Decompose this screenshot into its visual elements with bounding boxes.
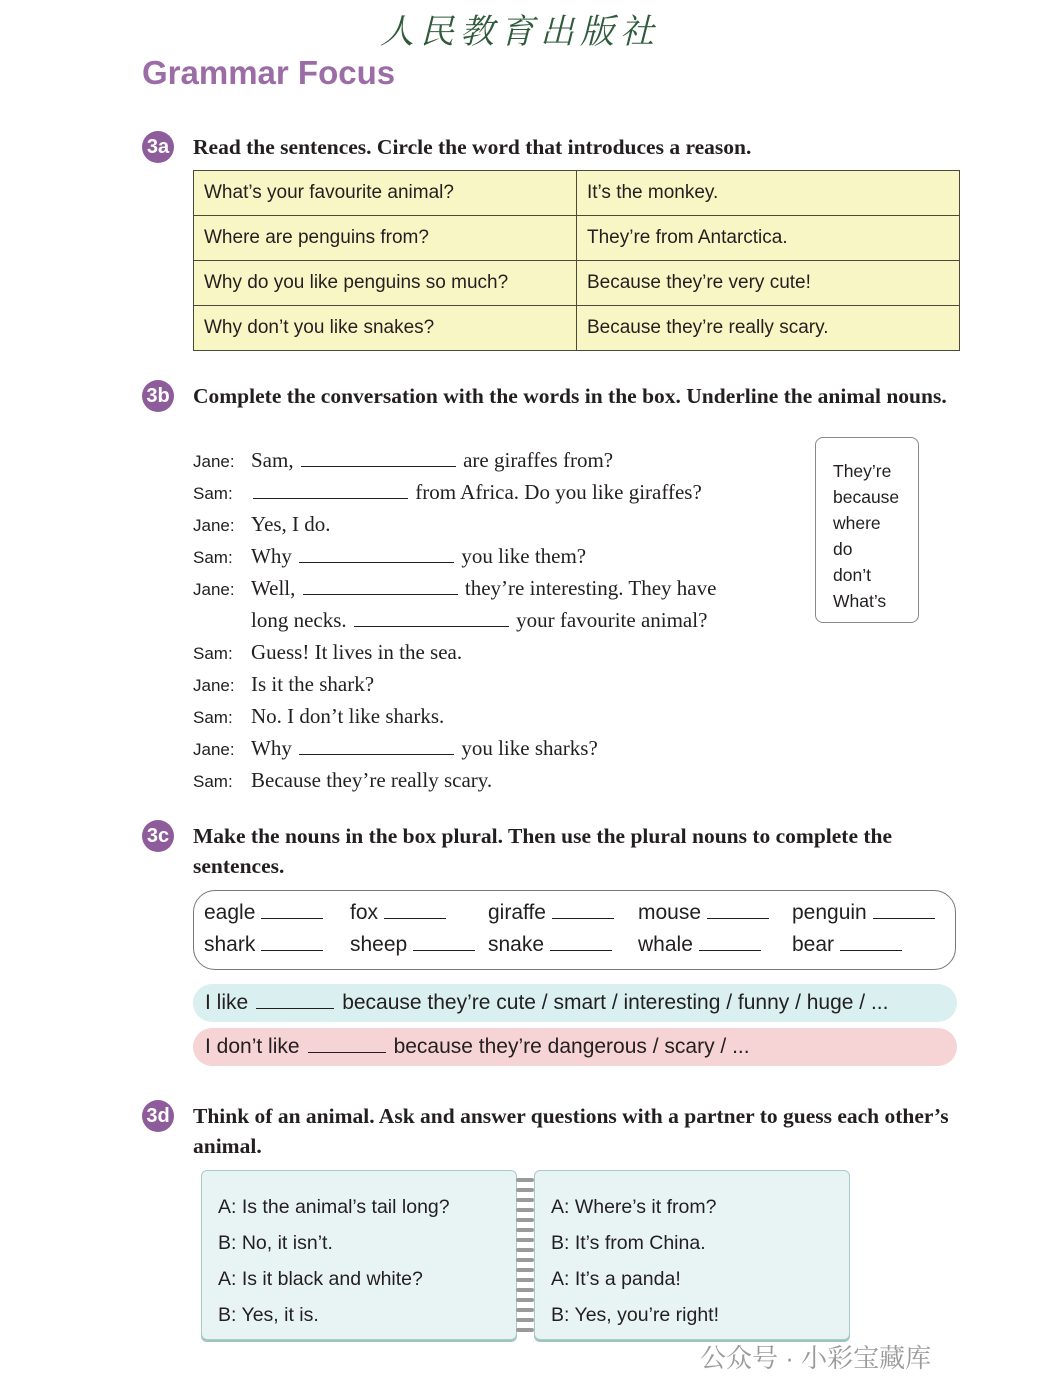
- publisher-logo: 人民教育出版社: [380, 12, 660, 52]
- plural-blank[interactable]: [413, 950, 475, 951]
- word-box-item: where: [833, 513, 881, 533]
- noun-box: [193, 890, 956, 970]
- speaker-label: Sam:: [193, 644, 233, 663]
- answer-blank[interactable]: [253, 497, 408, 499]
- conversation-line: [193, 672, 374, 704]
- dialogue-card-left: [201, 1170, 517, 1340]
- answer-blank[interactable]: [299, 561, 454, 563]
- like-blank[interactable]: [256, 1007, 334, 1009]
- noun-item: [638, 901, 769, 925]
- spiral-ring: [516, 1328, 534, 1332]
- answer-blank[interactable]: [354, 625, 509, 627]
- spiral-ring: [516, 1318, 534, 1322]
- plural-blank[interactable]: [873, 918, 935, 919]
- noun-word: mouse: [638, 901, 702, 924]
- exercise-badge-3c: 3c: [142, 820, 174, 852]
- dialogue-line: A: It’s a panda!: [551, 1268, 681, 1290]
- dislike-before: I don’t like: [205, 1035, 300, 1058]
- answer-blank[interactable]: [301, 465, 456, 467]
- instruction-3b: Complete the conversation with the words in the box. Underline the animal nouns.: [193, 384, 947, 408]
- conversation-line: [193, 768, 492, 800]
- spiral-ring: [516, 1298, 534, 1302]
- line-text-before: Sam,: [251, 448, 299, 472]
- plural-blank[interactable]: [707, 918, 769, 919]
- dialogue-line: B: Yes, it is.: [218, 1304, 319, 1326]
- dislike-after: because they’re dangerous / scary / ...: [393, 1035, 750, 1058]
- watermark: 公众号 · 小彩宝藏库: [700, 1343, 932, 1373]
- spiral-ring: [516, 1208, 534, 1212]
- noun-word: whale: [638, 933, 693, 956]
- question-cell: What’s your favourite animal?: [194, 171, 577, 216]
- speaker-label: Jane:: [193, 580, 235, 599]
- plural-blank[interactable]: [840, 950, 902, 951]
- like-after: because they’re cute / smart / interesting / funny / huge / ...: [342, 991, 889, 1014]
- dialogue-line: B: No, it isn’t.: [218, 1232, 333, 1254]
- table-row: [194, 306, 960, 351]
- spiral-ring: [516, 1268, 534, 1272]
- word-box-item: because: [833, 487, 900, 507]
- answer-blank[interactable]: [299, 753, 454, 755]
- conversation-line: [193, 608, 707, 640]
- dialogue-line: A: Is it black and white?: [218, 1268, 423, 1290]
- word-box-item: don’t: [833, 565, 871, 585]
- spiral-ring: [516, 1198, 534, 1202]
- table-row: [194, 216, 960, 261]
- conversation-line: [193, 704, 444, 736]
- noun-item: [638, 933, 761, 957]
- like-before: I like: [205, 991, 249, 1014]
- dialogue-line: B: It’s from China.: [551, 1232, 706, 1254]
- speaker-label: Sam:: [193, 772, 233, 791]
- spiral-ring: [516, 1228, 534, 1232]
- answer-cell: It’s the monkey.: [577, 171, 960, 216]
- conversation-line: [193, 640, 462, 672]
- noun-item: [488, 933, 612, 957]
- dialogue-line: A: Is the animal’s tail long?: [218, 1196, 450, 1218]
- noun-item: [204, 933, 323, 957]
- line-text-before: Is it the shark?: [251, 672, 375, 696]
- spiral-ring: [516, 1188, 534, 1192]
- speaker-label: Sam:: [193, 484, 233, 503]
- question-cell: Why don’t you like snakes?: [194, 306, 577, 351]
- instruction-3c: Make the nouns in the box plural. Then use the plural nouns to complete the sentences.: [193, 824, 893, 878]
- spiral-ring: [516, 1278, 534, 1282]
- word-box-item: do: [833, 539, 853, 559]
- line-text-after: from Africa. Do you like giraffes?: [410, 480, 702, 504]
- page-title: Grammar Focus: [142, 54, 396, 91]
- conversation-line: [193, 576, 716, 608]
- table-row: [194, 261, 960, 306]
- line-text-after: your favourite animal?: [510, 608, 708, 632]
- plural-blank[interactable]: [261, 918, 323, 919]
- line-text-before: Well,: [251, 576, 301, 600]
- line-text-before: long necks.: [251, 608, 352, 632]
- answer-cell: Because they’re very cute!: [577, 261, 960, 306]
- spiral-ring: [516, 1218, 534, 1222]
- line-text-after: they’re interesting. They have: [459, 576, 717, 600]
- line-text-after: you like them?: [456, 544, 587, 568]
- noun-word: bear: [792, 933, 835, 956]
- noun-item: [488, 901, 614, 925]
- line-text-after: are giraffes from?: [457, 448, 614, 472]
- plural-blank[interactable]: [552, 918, 614, 919]
- exercise-badge-3a: 3a: [142, 131, 174, 163]
- spiral-ring: [516, 1248, 534, 1252]
- noun-word: shark: [204, 933, 256, 956]
- spiral-ring: [516, 1238, 534, 1242]
- instruction-3a: Read the sentences. Circle the word that introduces a reason.: [193, 135, 752, 159]
- question-cell: Why do you like penguins so much?: [194, 261, 577, 306]
- conversation-line: [193, 448, 613, 480]
- spiral-binding: [516, 1178, 534, 1338]
- speaker-label: Jane:: [193, 740, 235, 759]
- exercise-badge-3b: 3b: [142, 380, 174, 412]
- speaker-label: Sam:: [193, 548, 233, 567]
- sentence-table: [193, 170, 960, 351]
- word-box-item: What’s: [833, 591, 887, 611]
- word-box-item: They’re: [833, 461, 892, 481]
- dialogue-card-right: [534, 1170, 850, 1340]
- dislike-sentence: [193, 1028, 957, 1066]
- noun-word: penguin: [792, 901, 867, 924]
- noun-word: eagle: [204, 901, 256, 924]
- answer-blank[interactable]: [303, 593, 458, 595]
- noun-item: [350, 933, 475, 957]
- conversation-line: [193, 736, 598, 768]
- noun-item: [350, 901, 446, 925]
- noun-item: [792, 933, 902, 957]
- noun-item: [204, 901, 323, 925]
- dislike-blank[interactable]: [308, 1051, 386, 1053]
- line-text-before: Yes, I do.: [251, 512, 331, 536]
- speaker-label: Jane:: [193, 516, 235, 535]
- plural-blank[interactable]: [550, 950, 612, 951]
- conversation-line: [193, 480, 702, 512]
- speaker-label: Jane:: [193, 452, 235, 471]
- line-text-before: Guess! It lives in the sea.: [251, 640, 463, 664]
- noun-word: sheep: [350, 933, 408, 956]
- noun-item: [792, 901, 935, 925]
- line-text-before: Why: [251, 544, 298, 568]
- noun-word: fox: [350, 901, 379, 924]
- speaker-label: Jane:: [193, 676, 235, 695]
- spiral-ring: [516, 1178, 534, 1182]
- plural-blank[interactable]: [384, 918, 446, 919]
- like-sentence: [193, 984, 957, 1022]
- conversation-line: [193, 512, 331, 544]
- speaker-label: Sam:: [193, 708, 233, 727]
- plural-blank[interactable]: [699, 950, 761, 951]
- line-text-after: you like sharks?: [456, 736, 598, 760]
- spiral-ring: [516, 1288, 534, 1292]
- answer-cell: Because they’re really scary.: [577, 306, 960, 351]
- line-text-before: No. I don’t like sharks.: [251, 704, 445, 728]
- spiral-ring: [516, 1258, 534, 1262]
- line-text-before: Because they’re really scary.: [251, 768, 493, 792]
- instruction-3d: Think of an animal. Ask and answer questions with a partner to guess each other’s animal.: [193, 1104, 949, 1158]
- dialogue-line: A: Where’s it from?: [551, 1196, 717, 1218]
- question-cell: Where are penguins from?: [194, 216, 577, 261]
- plural-blank[interactable]: [261, 950, 323, 951]
- spiral-ring: [516, 1308, 534, 1312]
- exercise-badge-3d: 3d: [142, 1100, 174, 1132]
- conversation-line: [193, 544, 586, 576]
- answer-cell: They’re from Antarctica.: [577, 216, 960, 261]
- word-box: [815, 437, 919, 623]
- noun-word: snake: [488, 933, 545, 956]
- table-row: [194, 171, 960, 216]
- dialogue-line: B: Yes, you’re right!: [551, 1304, 720, 1326]
- line-text-before: Why: [251, 736, 298, 760]
- noun-word: giraffe: [488, 901, 546, 924]
